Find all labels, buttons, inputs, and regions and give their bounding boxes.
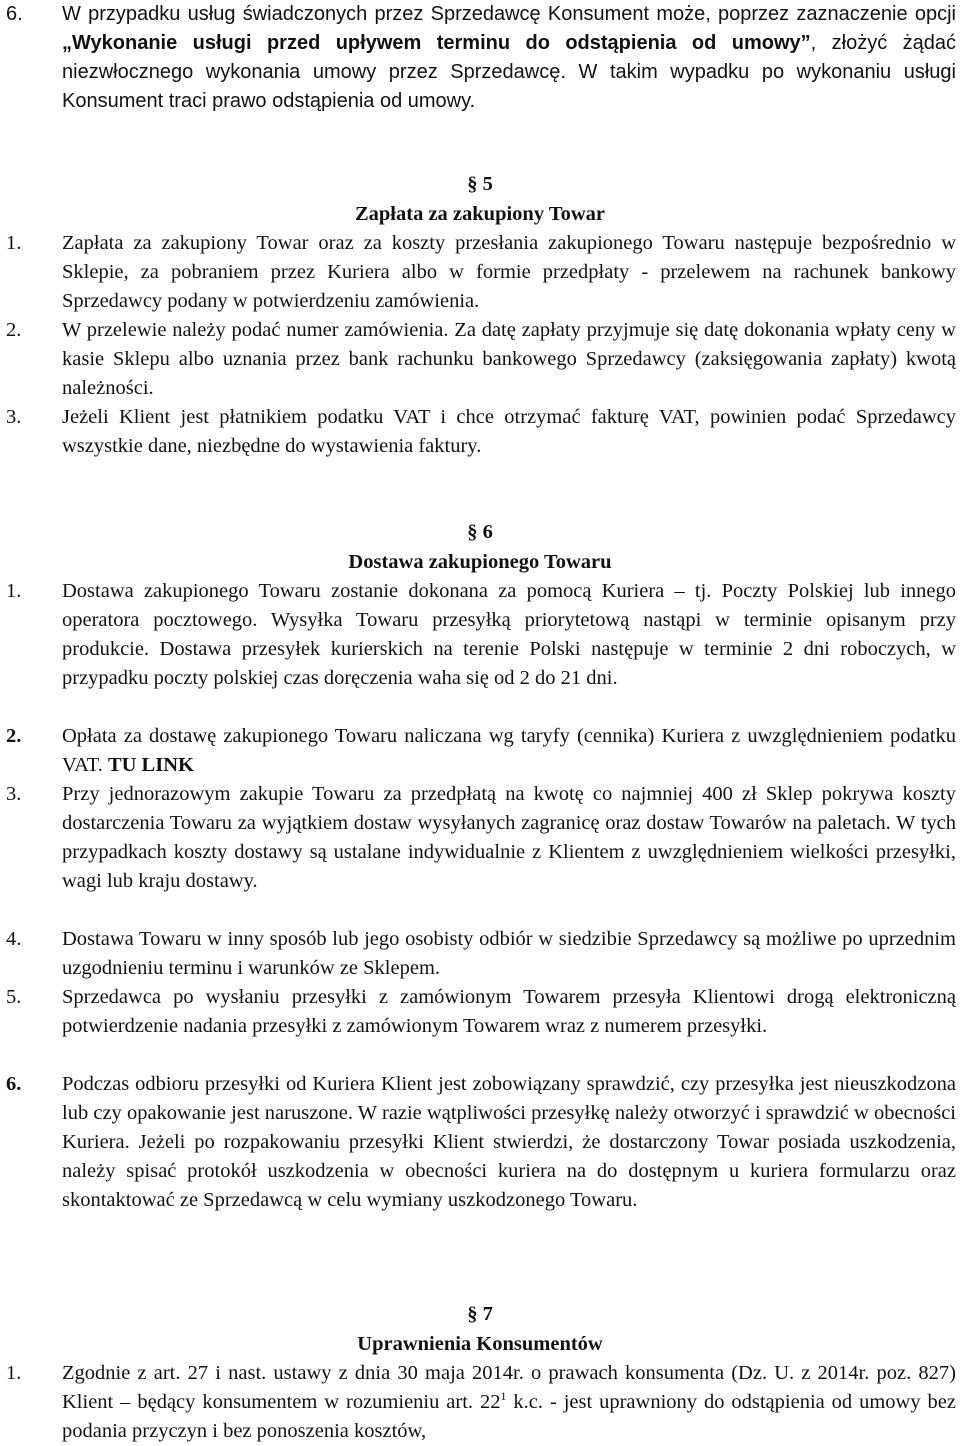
item-text: Sprzedawca po wysłaniu przesyłki z zamówionym Towarem przesyła Klientowi drogą elektroniczną potwierdzenie nadania przesyłki z zamówionym Towarem wraz z numerem przesyłki. xyxy=(62,986,956,1037)
item-text: Zapłata za zakupiony Towar oraz za koszty przesłania zakupionego Towaru następuje bezpośrednio w Sklepie, za pobraniem przez Kuriera albo w formie przedpłaty - przelewem na rachunek bankowy Sprzedawcy podany w potwierdzeniu zamówienia. xyxy=(62,232,956,312)
section-symbol: § 5 xyxy=(467,173,493,195)
list-item xyxy=(6,0,956,116)
item-text: Podczas odbioru przesyłki od Kuriera Klient jest zobowiązany sprawdzić, czy przesyłka jest nieuszkodzona lub czy opakowanie jest naruszone. W razie wątpliwości przesyłkę należy otworzyć i sprawdzić w obecności Kuriera. Jeżeli po rozpakowaniu przesyłki Klient stwierdzi, że dostarczony Towar posiada uszkodzenia, należy spisać protokół uszkodzenia w obecności kuriera na do dostępnym u kuriera formularzu oraz skontaktować ze Sprzedawcą w celu wymiany uszkodzonego Towaru. xyxy=(62,1073,956,1211)
item-text: Przy jednorazowym zakupie Towaru za przedpłatą na kwotę co najmniej 400 zł Sklep pokrywa koszty dostarczenia Towaru za wyjątkiem dostaw wysyłanych zagranicę oraz dostaw Towarów na paletach. W tych przypadkach koszty dostawy są ustalane indywidualnie z Klientem z uwzględnieniem wielkości przesyłki, wagi lub kraju dostawy. xyxy=(62,783,956,892)
item-number: 2. xyxy=(6,725,22,747)
section-title: Uprawnienia Konsumentów xyxy=(357,1333,603,1355)
bold-option-text: „Wykonanie usługi przed upływem terminu do odstąpienia od umowy” xyxy=(62,32,811,54)
item-text: Dostawa Towaru w inny sposób lub jego osobisty odbiór w siedzibie Sprzedawcy są możliwe po uprzednim uzgodnieniu terminu i warunków ze Sklepem. xyxy=(62,928,956,979)
list-item xyxy=(6,1070,956,1215)
item-text: W przelewie należy podać numer zamówienia. Za datę zapłaty przyjmuje się datę dokonania wpłaty ceny w kasie Sklepu albo uznania przez bank rachunku bankowego Sprzedawcy (zaksięgowania zapłaty) kwotą należności. xyxy=(62,319,956,399)
list-item xyxy=(6,983,956,1041)
item-text: Zgodnie z art. 27 i nast. ustawy z dnia 30 maja 2014r. o prawach konsumenta (Dz. U. z 2014r. poz. 827) Klient – będący konsumentem w rozumieniu art. $22^1$ k.c. - jest uprawniony do odstąpienia od umowy bez podania przyczyn i bez ponoszenia kosztów, xyxy=(62,1362,956,1442)
item-text: Jeżeli Klient jest płatnikiem podatku VAT i chce otrzymać fakturę VAT, powinien podać Sprzedawcy wszystkie dane, niezbędne do wystawienia faktury. xyxy=(62,406,956,457)
list-item xyxy=(6,577,956,693)
list-item xyxy=(6,403,956,461)
item-number: 4. xyxy=(6,928,22,950)
item-number: 3. xyxy=(6,406,22,428)
item-number: 1. xyxy=(6,580,22,602)
superscript: 1 xyxy=(500,1389,507,1403)
list-item xyxy=(6,316,956,403)
list-item xyxy=(6,925,956,983)
section-symbol: § 7 xyxy=(467,1303,493,1325)
item-text: Dostawa zakupionego Towaru zostanie dokonana za pomocą Kuriera – tj. Poczty Polskiej lub innego operatora pocztowego. Wysyłka Towaru przesyłką priorytetową nastąpi w terminie opisanym przy produkcie. Dostawa przesyłek kurierskich na terenie Polski następuje w terminie 2 dni roboczych, w przypadku poczty polskiej czas doręczenia waha się od 2 do 21 dni. xyxy=(62,580,956,689)
item-number: 2. xyxy=(6,319,22,341)
item-text: W przypadku usług świadczonych przez Sprzedawcę Konsument może, poprzez zaznaczenie opcji „Wykonanie usługi przed upływem terminu do odstąpienia od umowy”, złożyć żądać niezwłocznego wykonania umowy przez Sprzedawcę. W takim wypadku po wykonaniu usługi Konsument traci prawo odstąpienia od umowy. xyxy=(62,3,956,112)
list-item xyxy=(6,229,956,316)
section-title: Dostawa zakupionego Towaru xyxy=(348,551,612,573)
list-item xyxy=(6,780,956,896)
item-text: Opłata za dostawę zakupionego Towaru naliczana wg taryfy (cennika) Kuriera z uwzględnieniem podatku VAT. TU LINK xyxy=(62,725,956,776)
item-number: 3. xyxy=(6,783,22,805)
list-item xyxy=(6,1359,956,1446)
item-number: 6. xyxy=(6,1073,22,1095)
section-title: Zapłata za zakupiony Towar xyxy=(354,203,606,225)
list-item xyxy=(6,722,956,780)
item-number: 1. xyxy=(6,1362,22,1384)
item-number: 1. xyxy=(6,232,22,254)
item-number: 5. xyxy=(6,986,22,1008)
section-symbol: § 6 xyxy=(467,521,493,543)
item-number: 6. xyxy=(6,3,23,25)
tariff-link[interactable]: TU LINK xyxy=(107,754,194,776)
